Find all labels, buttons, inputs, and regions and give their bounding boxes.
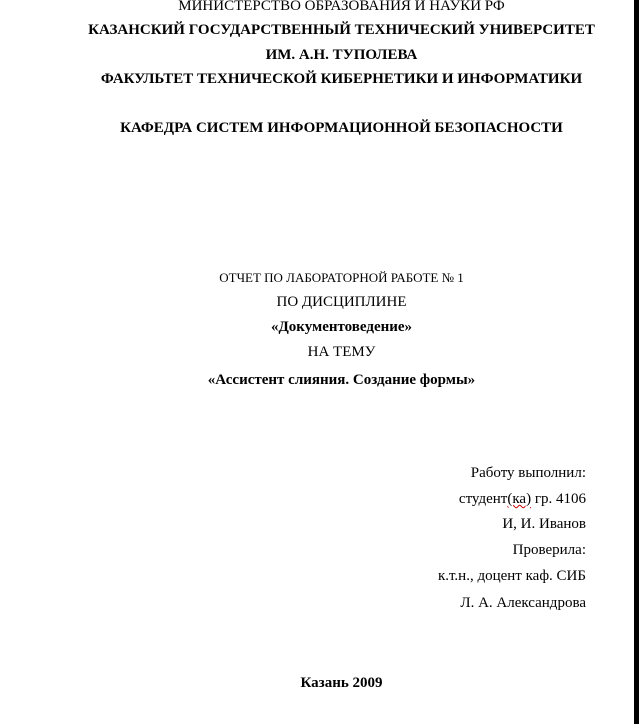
named-after-line: ИМ. А.Н. ТУПОЛЕВА (265, 47, 418, 63)
student-line (459, 489, 586, 509)
city-year: Казань 2009 (300, 675, 383, 691)
student-group: гр. 4106 (531, 491, 586, 507)
student-name: И, И. Иванов (502, 516, 586, 532)
report-title: ОТЧЕТ ПО ЛАБОРАТОРНОЙ РАБОТЕ № 1 (219, 270, 464, 285)
faculty-line: ФАКУЛЬТЕТ ТЕХНИЧЕСКОЙ КИБЕРНЕТИКИ И ИНФОРМАТИКИ (100, 71, 583, 87)
spellcheck-squiggle[interactable]: (ка) (507, 491, 532, 507)
topic-label: НА ТЕМУ (307, 344, 376, 360)
discipline-label: ПО ДИСЦИПЛИНЕ (276, 294, 407, 310)
done-by-label: Работу выполнил: (470, 465, 586, 481)
checked-by-label: Проверила: (512, 542, 586, 558)
discipline-name: «Документоведение» (270, 319, 413, 335)
checker-title: к.т.н., доцент каф. СИБ (437, 568, 586, 584)
department-line: КАФЕДРА СИСТЕМ ИНФОРМАЦИОННОЙ БЕЗОПАСНОСТИ (120, 120, 563, 136)
student-prefix: студент (458, 491, 508, 507)
page-edge-border (634, 0, 639, 724)
ministry-line: МИНИСТЕРСТВО ОБРАЗОВАНИЯ И НАУКИ РФ (178, 0, 505, 14)
topic-name: «Ассистент слияния. Создание формы» (207, 372, 476, 388)
checker-name: Л. А. Александрова (460, 595, 586, 611)
university-line: КАЗАНСКИЙ ГОСУДАРСТВЕННЫЙ ТЕХНИЧЕСКИЙ УНИВЕРСИТЕТ (88, 22, 595, 38)
